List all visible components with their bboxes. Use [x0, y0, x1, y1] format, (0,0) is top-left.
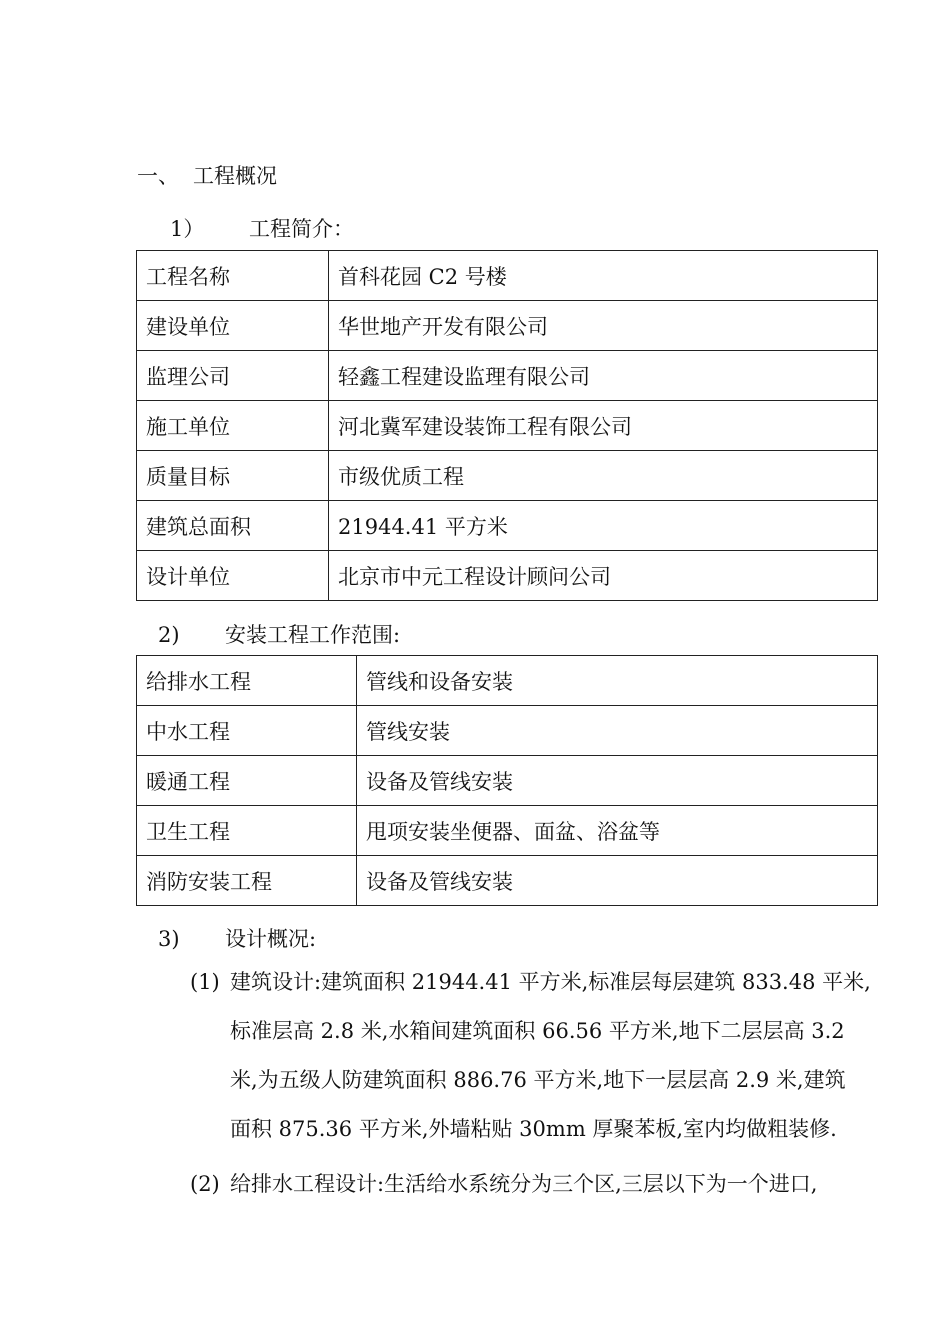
table-value-cell: 华世地产开发有限公司 — [329, 301, 878, 351]
table-row — [137, 301, 878, 351]
subsection-2-number: 2) — [158, 623, 180, 647]
paragraph-line: 米,为五级人防建筑面积 886.76 平方米,地下一层层高 2.9 米,建筑 — [230, 1068, 846, 1092]
paragraph-architecture-design — [190, 958, 871, 1154]
table-key-cell: 给排水工程 — [137, 656, 357, 706]
paragraph-line: 面积 875.36 平方米,外墙粘贴 30mm 厚聚苯板,室内均做粗装修. — [230, 1117, 837, 1141]
paragraph-line: 给排水工程设计:生活给水系统分为三个区,三层以下为一个进口, — [230, 1172, 818, 1196]
table-key-cell: 中水工程 — [137, 706, 357, 756]
subsection-2-title: 安装工程工作范围: — [225, 623, 401, 647]
table-key-cell: 建筑总面积 — [137, 501, 329, 551]
table-key-cell: 消防安装工程 — [137, 856, 357, 906]
table-value-cell: 设备及管线安装 — [357, 756, 878, 806]
table-value-cell: 设备及管线安装 — [357, 856, 878, 906]
section-heading — [137, 160, 277, 190]
paragraph-number: (1) — [190, 970, 220, 994]
table-row — [137, 451, 878, 501]
table-key-cell: 工程名称 — [137, 251, 329, 301]
table-row — [137, 856, 878, 906]
table-row — [137, 656, 878, 706]
paragraph-line: 标准层高 2.8 米,水箱间建筑面积 66.56 平方米,地下二层层高 3.2 — [230, 1019, 845, 1043]
table-row — [137, 501, 878, 551]
paragraph-number: (2) — [190, 1172, 220, 1196]
subsection-3-number: 3) — [158, 927, 180, 951]
project-info-table — [136, 250, 878, 601]
subsection-3-title: 设计概况: — [225, 927, 317, 951]
table-row — [137, 806, 878, 856]
table-row — [137, 251, 878, 301]
table-key-cell: 监理公司 — [137, 351, 329, 401]
table-value-cell: 轻鑫工程建设监理有限公司 — [329, 351, 878, 401]
table-row — [137, 351, 878, 401]
paragraph-plumbing-design — [190, 1160, 817, 1209]
subsection-1-heading — [170, 213, 354, 243]
table-value-cell: 管线安装 — [357, 706, 878, 756]
table-row — [137, 706, 878, 756]
table-key-cell: 卫生工程 — [137, 806, 357, 856]
table-key-cell: 设计单位 — [137, 551, 329, 601]
table-key-cell: 质量目标 — [137, 451, 329, 501]
subsection-1-number: 1） — [170, 217, 205, 241]
table-value-cell: 市级优质工程 — [329, 451, 878, 501]
table-value-cell: 首科花园 C2 号楼 — [329, 251, 878, 301]
subsection-3-heading — [158, 923, 316, 953]
table-key-cell: 暖通工程 — [137, 756, 357, 806]
subsection-1-title: 工程简介： — [249, 217, 354, 241]
table-value-cell: 21944.41 平方米 — [329, 501, 878, 551]
subsection-2-heading — [158, 619, 400, 649]
table-value-cell: 北京市中元工程设计顾问公司 — [329, 551, 878, 601]
section-title: 工程概况 — [193, 164, 277, 188]
paragraph-line: 建筑设计:建筑面积 21944.41 平方米,标准层每层建筑 833.48 平米, — [230, 970, 871, 994]
table-row — [137, 756, 878, 806]
section-number: 一、 — [137, 164, 179, 188]
table-row — [137, 401, 878, 451]
table-value-cell: 管线和设备安装 — [357, 656, 878, 706]
table-key-cell: 建设单位 — [137, 301, 329, 351]
table-key-cell: 施工单位 — [137, 401, 329, 451]
installation-scope-table — [136, 655, 878, 906]
table-value-cell: 河北冀军建设装饰工程有限公司 — [329, 401, 878, 451]
table-row — [137, 551, 878, 601]
table-value-cell: 甩项安装坐便器、面盆、浴盆等 — [357, 806, 878, 856]
